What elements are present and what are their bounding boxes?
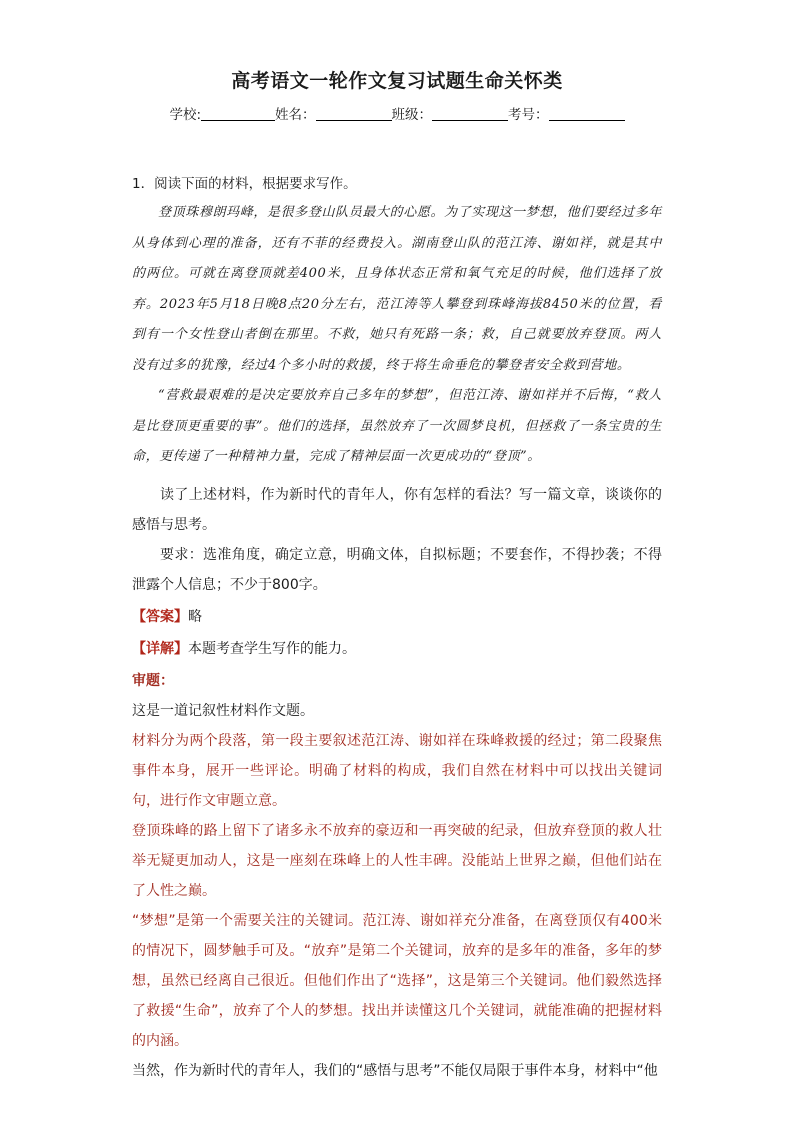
detail-label: 【详解】 (132, 641, 188, 657)
question-prompt-block (132, 480, 662, 600)
analysis-paragraph-4: “梦想”是第一个需要关注的关键词。范江涛、谢如祥充分准备，在离登顶仅有400米的情况下，圆梦触手可及。“放弃”是第二个关键词，放弃的是多年的准备，多年的梦想，虽然已经离自己很近。但他们作出了“选择”，这是第三个关键词。他们毅然选择了救援“生命”，放弃了个人的梦想。找出并读懂这几个关键词，就能准确的把握材料的内涵。 (132, 913, 662, 1049)
analysis-paragraph-1: 这是一道记叙性材料作文题。 (132, 703, 314, 719)
student-info-line (0, 103, 794, 123)
analysis-paragraph-3: 登顶珠峰的路上留下了诸多永不放弃的豪迈和一再突破的纪录，但放弃登顶的救人壮举无疑更加动人，这是一座刻在珠峰上的人性丰碑。没能站上世界之巅，但他们站在了人性之巅。 (132, 823, 662, 899)
document-title: 高考语文一轮作文复习试题生命关怀类 (231, 70, 563, 92)
name-label: 姓名： (275, 107, 316, 123)
material-paragraph-1: 登顶珠穆朗玛峰，是很多登山队员最大的心愿。为了实现这一梦想，他们要经过多年从身体到心理的准备，还有不菲的经费投入。湖南登山队的范江涛、谢如祥，就是其中的两位。可就在离登顶就差400米，且身体状态正常和氧气充足的时候，他们选择了放弃。2023年5月18日晚8点20分左右，范江涛等人攀登到珠峰海拔8450米的位置，看到有一个女性登山者倒在那里。不救，她只有死路一条；救，自己就要放弃登顶。两人没有过多的犹豫，经过4个多小时的救援，终于将生命垂危的攀登者安全救到营地。 (132, 205, 662, 373)
class-blank[interactable] (432, 106, 508, 121)
number-blank[interactable] (549, 106, 625, 121)
school-label: 学校: (169, 107, 202, 123)
material-text (132, 198, 662, 473)
name-blank[interactable] (316, 106, 392, 121)
material-paragraph-2: “营救最艰难的是决定要放弃自己多年的梦想”，但范江涛、谢如祥并不后悔，“救人是比登顶更重要的事”。他们的选择，虽然放弃了一次圆梦良机，但拯救了一条宝贵的生命，更传递了一种精神力量，完成了精神层面一次更成功的“登顶”。 (132, 388, 662, 464)
analysis-paragraph-5: 当然，作为新时代的青年人，我们的“感悟与思考”不能仅局限于事件本身，材料中“他 (132, 1063, 658, 1079)
question-prompt: 读了上述材料，作为新时代的青年人，你有怎样的看法？写一篇文章，谈谈你的感悟与思考。 (132, 487, 662, 533)
analysis-heading: 审题： (132, 673, 174, 689)
answer-line (132, 606, 202, 626)
detail-line (132, 638, 356, 658)
analysis-block (132, 666, 662, 1086)
class-label: 班级： (391, 107, 433, 123)
detail-value: 本题考查学生写作的能力。 (188, 641, 356, 657)
analysis-paragraph-2: 材料分为两个段落，第一段主要叙述范江涛、谢如祥在珠峰救援的经过；第二段聚焦事件本身，展开一些评论。明确了材料的构成，我们自然在材料中可以找出关键词句，进行作文审题立意。 (132, 733, 662, 809)
school-blank[interactable] (201, 106, 275, 121)
answer-label: 【答案】 (132, 609, 188, 625)
question-heading: 1．阅读下面的材料，根据要求写作。 (132, 176, 357, 192)
answer-value: 略 (188, 609, 202, 625)
question-requirement: 要求：选准角度，确定立意，明确文体，自拟标题；不要套作，不得抄袭；不得泄露个人信息；不少于800字。 (132, 547, 662, 593)
number-label: 考号： (508, 107, 549, 123)
